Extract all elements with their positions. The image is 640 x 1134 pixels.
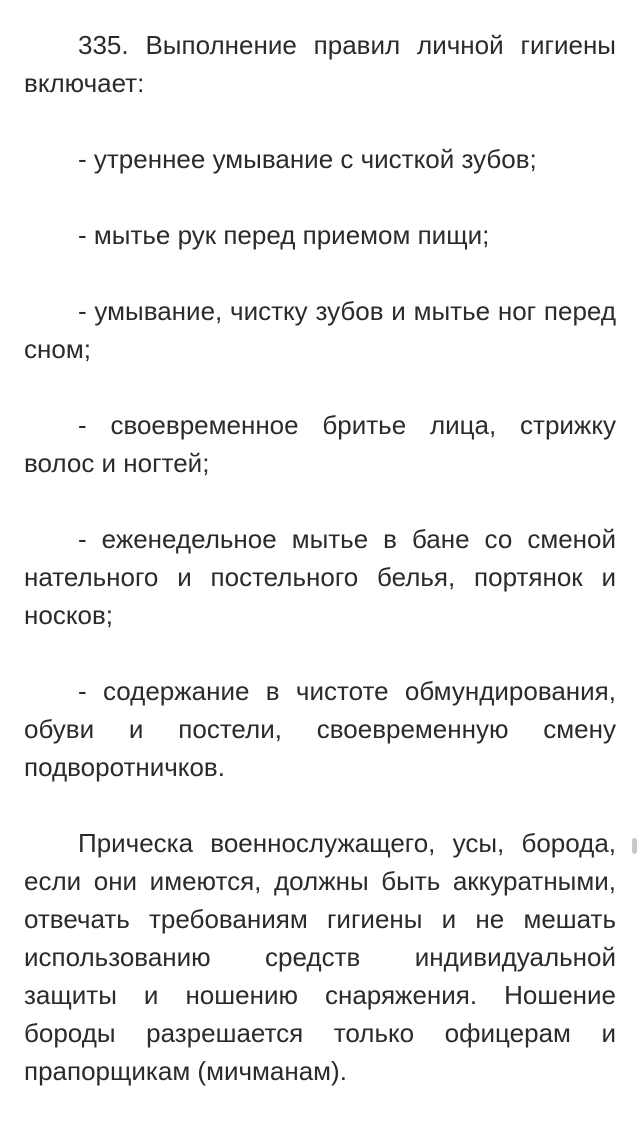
list-item: - мытье рук перед приемом пищи; (78, 220, 490, 250)
paragraph-closing: Прическа военнослужащего, усы, борода, если они имеются, должны быть аккуратными, отвечать требованиям гигиены и не мешать использованию средств индивидуальной защиты и ношению снаряжения. Ношение бороды разрешается только офицерам и прапорщикам (мичманам). (24, 828, 616, 1086)
scrollbar-thumb[interactable] (632, 838, 637, 854)
document-body (24, 26, 616, 1090)
list-item: - содержание в чистоте обмундирования, обуви и постели, своевременную смену подворотничков. (24, 676, 616, 782)
list-item: - утреннее умывание с чисткой зубов; (78, 144, 537, 174)
paragraph-intro: 335. Выполнение правил личной гигиены включает: (24, 30, 616, 98)
list-item: - еженедельное мытье в бане со сменой нательного и постельного белья, портянок и носков; (24, 524, 616, 630)
list-item: - своевременное бритье лица, стрижку волос и ногтей; (24, 410, 616, 478)
list-item: - умывание, чистку зубов и мытье ног перед сном; (24, 296, 616, 364)
